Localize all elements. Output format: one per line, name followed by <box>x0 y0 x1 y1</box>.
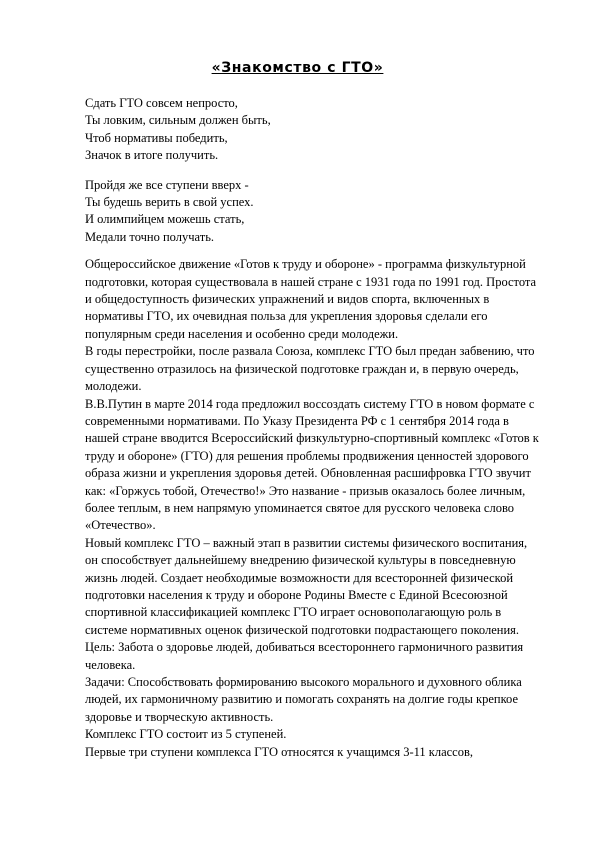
poem-line: Медали точно получать. <box>85 229 215 244</box>
body-paragraph: В.В.Путин в марте 2014 года предложил воссоздать систему ГТО в новом формате с современными нормативами. По Указу Президента РФ с 1 сентября 2014 года в нашей стране вводится Всероссийский физкультурно-спортивный комплекс «Готов к труду и обороне» (ГТО) для решения проблемы продвижения ценностей здорового образа жизни и укрепления здоровья детей. Обновленная расшифровка ГТО звучит как: «Горжусь тобой, Отечество!» Это название - призыв оказалось более личным, более теплым, в нем напрямую упоминается святое для русского человека слово «Отечество». <box>85 396 539 533</box>
body-paragraph: Задачи: Способствовать формированию высокого морального и духовного облика людей, их гармоничному развитию и помогать сохранять на долгие годы крепкое здоровье и творческую активность. <box>85 675 522 724</box>
body-paragraph: В годы перестройки, после развала Союза, комплекс ГТО был предан забвению, что существенно отразилось на физической подготовке граждан и, в первую очередь, молодежи. <box>85 344 535 394</box>
poem-line: И олимпийцем можешь стать, <box>85 212 245 227</box>
poem-line: Ты ловким, сильным должен быть, <box>85 113 271 128</box>
poem-line: Чтоб нормативы победить, <box>85 130 228 145</box>
poem-stanza <box>85 95 540 165</box>
body-paragraph: Цель: Забота о здоровье людей, добиваться всестороннего гармоничного развития человека. <box>85 640 524 672</box>
poem-line: Пройдя же все ступени вверх - <box>85 177 249 192</box>
poem-stanza <box>85 177 540 247</box>
body-paragraph: Новый комплекс ГТО – важный этап в развитии системы физического воспитания, он способствует дальнейшему внедрению физической культуры в повседневную жизнь людей. Создает необходимые возможности для всесторонней физической подготовки населения к труду и обороне Родины Вместе с Единой Всесоюзной спортивной классификацией комплекс ГТО играет основополагающую роль в системе нормативных оценок физической подготовки подрастающего поколения. <box>85 535 528 637</box>
body-paragraph: Общероссийское движение «Готов к труду и обороне» - программа физкультурной подготовки, которая существовала в нашей стране с 1931 года по 1991 год. Простота и общедоступность физических упражнений и видов спорта, включенных в нормативы ГТО, их очевидная польза для укрепления здоровья сделали его популярным среди населения и особенно среди молодежи. <box>85 257 537 341</box>
poem-line: Значок в итоге получить. <box>85 148 219 163</box>
body-paragraph: Первые три ступени комплекса ГТО относятся к учащимся 3-11 классов, <box>85 744 474 759</box>
poem-line: Сдать ГТО совсем непросто, <box>85 96 238 110</box>
page-title: «Знакомство с ГТО» <box>211 60 384 76</box>
body-paragraph: Комплекс ГТО состоит из 5 ступеней. <box>85 727 287 742</box>
poem-line: Ты будешь верить в свой успех. <box>85 195 254 210</box>
document-body <box>85 95 540 761</box>
